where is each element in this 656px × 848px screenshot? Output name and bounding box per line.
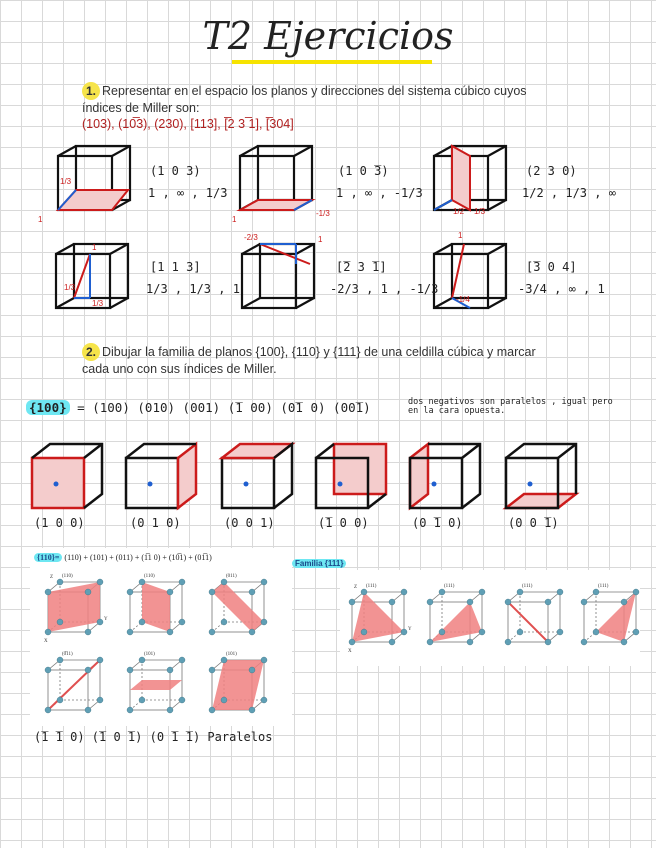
axis-y: Y [104,617,108,622]
crystal-planes [0,560,656,730]
plane-101-a [127,657,185,713]
dir-113 [74,254,90,298]
mark-third-d: 1/3 [92,299,104,308]
cube-00neg1-label: (0 0 ̅1) [508,516,559,530]
sublabel: (110) [62,574,73,579]
plane-230 [452,146,470,210]
mark-one-d: 1 [318,235,323,244]
plane-111-c [505,589,563,645]
family-100-label: {100} [26,400,70,415]
family-110-footer: (̅1 ̅1 0) (̅1 0 ̅1) (0 ̅1 ̅1) Paralelos [34,730,273,744]
mark-third-a: 1/3 [60,177,72,186]
plane-110-a [45,579,103,635]
cube-100-label: (1 0 0) [34,516,85,530]
cube-231 [242,244,314,308]
plane-111-d [581,589,639,645]
axis-z: Z [354,585,358,590]
sublabel: (111) [444,584,455,589]
plane-101-b [209,657,267,713]
question-1 [82,82,562,132]
mark-neg-quarter: -1/4 [456,295,470,304]
axis-x: X [44,639,48,644]
note-line2: en la cara opuesta. [408,406,506,416]
note [408,398,613,416]
cube-00neg1 [506,444,576,508]
family-110-list: (110) + (101) + (011) + (1̅1 0) + (10̅1) + (01̅1) [64,553,212,562]
mark-half: 1/2 [453,207,465,216]
mark-neg-two-thirds: -2/3 [244,233,258,242]
cube-intercepts: 1/3 , 1/3 , 1 [146,282,240,296]
cube-304 [434,244,506,308]
cube-neg100-label: (̅1 0 0) [318,516,369,530]
sublabel: (111) [522,584,533,589]
question-text-line1: Dibujar la familia de planos {100}, {110} y {111} de una celdilla cúbica y marcar [102,345,536,359]
cube-label: (1 0 ̅3) [338,164,389,178]
page-title: T2 Ejercicios [202,14,454,58]
miller-indices: (103), (10̅3), (230), [113], [̅2 3 ̅1], [̅304] [82,117,294,131]
sublabel: (111) [366,584,377,589]
plane-111-a [349,589,407,645]
sublabel: (101) [226,652,237,657]
question-text-line2: cada uno con sus índices de Miller. [82,362,277,376]
cube-label: (1 0 3) [150,164,201,178]
mark-third-c: 1/3 [64,283,76,292]
cube-label: (2 3 0) [526,164,577,178]
cube-intercepts: 1 , ∞ , 1/3 [148,186,228,200]
cube-intercepts: 1/2 , 1/3 , ∞ [522,186,616,200]
cube-100 [32,444,102,508]
cube-label: [̅3 0 4] [526,260,577,274]
mark-one-b: 1 [232,215,237,224]
plane-111-b [427,589,485,645]
sublabel: (101) [144,652,155,657]
dir-304 [452,244,464,298]
cube-label: [̅2 3 ̅1] [336,260,387,274]
cube-intercepts: -2/3 , 1 , -1/3 [330,282,439,296]
sublabel: (111) [598,584,609,589]
sublabel: (110) [144,574,155,579]
cube-intercepts: -3/4 , ∞ , 1 [518,282,605,296]
question-number: 2. [82,343,100,361]
family-111-highlight: Familia {111} [292,559,346,568]
axis-z: Z [50,575,54,580]
sublabel: (011) [226,574,237,579]
cube-0neg10 [410,444,480,508]
question-2 [82,343,582,377]
mark-one-a: 1 [38,215,43,224]
mark-neg-third: -1/3 [316,209,330,218]
cube-intercepts: 1 , ∞ , -1/3 [336,186,423,200]
cube-001-label: (0 0 1) [224,516,275,530]
plane-0-11 [45,657,103,713]
family-110-highlight: {110}= [34,553,62,562]
plane-011 [209,579,267,635]
cube-label: [1 1 3] [150,260,201,274]
cube-neg100 [316,444,386,508]
mark-one-c: 1 [92,243,97,252]
cube-010-label: (0 1 0) [130,516,181,530]
axis-x: X [348,649,352,654]
family-100-cubes [0,426,656,516]
cube-010 [126,444,196,508]
family-100-list: (100) (010) (001) (̅1 00) (0̅1 0) (00̅1) [92,400,371,415]
note-line1: dos negativos son paralelos , igual pero [408,397,613,407]
axis-y: Y [408,627,412,632]
question-text-line2: índices de Miller son: [82,101,200,115]
plane-110-b [127,579,185,635]
cube-0neg10-label: (0 ̅1 0) [412,516,463,530]
question-number: 1. [82,82,100,100]
question-text-line1: Representar en el espacio los planos y direcciones del sistema cúbico cuyos [102,84,527,98]
sublabel: (0̅11) [62,652,73,657]
mark-third-b: 1/3 [474,207,486,216]
title-highlight [232,60,432,64]
mark-one-e: 1 [458,231,463,240]
family-100-row: {100} = (100) (010) (001) (̅1 00) (0̅1 0) (00̅1) [26,400,371,415]
cube-001 [222,444,292,508]
